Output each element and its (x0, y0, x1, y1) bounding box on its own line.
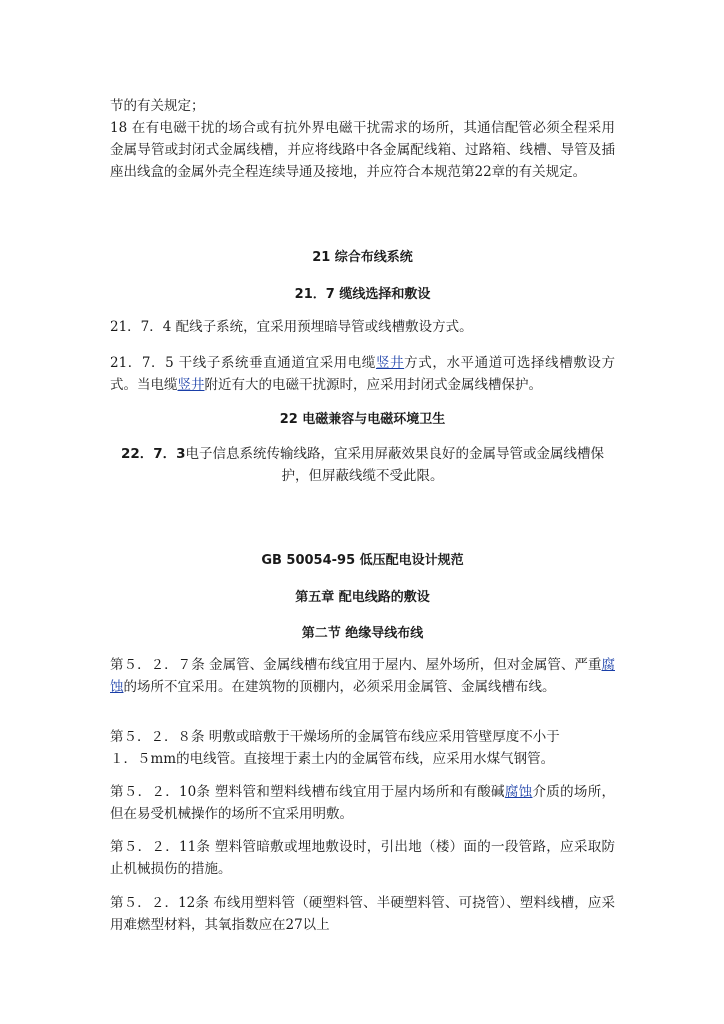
shaft-link-1[interactable]: 竖井 (375, 355, 405, 371)
clause-18-number: 18 (110, 120, 132, 136)
chapter-5-title: 第五章 配电线路的敷设 (295, 590, 430, 605)
section-22-title: 22 电磁兼容与电磁环境卫生 (279, 412, 446, 427)
clause-21-7-4: 21．7．4 配线子系统，宜采用预埋暗导管或线槽敷设方式。 (110, 319, 473, 335)
gb-standard-title: GB 50054-95 低压配电设计规范 (261, 553, 464, 568)
section-21-title: 21 综合布线系统 (312, 250, 413, 265)
clause-5-2-8-line1: 第５．２．８条 明敷或暗敷于干燥场所的金属管布线应采用管壁厚度不小于 (110, 729, 560, 745)
clause-5-2-10-part2: 介质的场所，但在易受机械操作的场所不宜采用明敷。 (110, 784, 616, 822)
clause-5-2-8 (110, 726, 615, 770)
clause-5-2-8-line2: １．５mm的电线管。直接埋于素土内的金属管布线，应采用水煤气钢管。 (110, 751, 555, 767)
clause-22-7-3-text: 电子信息系统传输线路，宜采用屏蔽效果良好的金属导管或金属线槽保护，但屏蔽线缆不受此限。 (185, 446, 605, 484)
section-2-title: 第二节 绝缘导线布线 (301, 626, 424, 641)
clause-5-2-10-part1: 第５．２．10条 塑料管和塑料线槽布线宜用于屋内场所和有酸碱 (110, 784, 505, 800)
clause-5-2-7-part1: 第５．２．７条 金属管、金属线槽布线宜用于屋内、屋外场所，但对金属管、严重 (110, 657, 602, 673)
corrosion-link-1[interactable]: 腐蚀 (110, 657, 615, 695)
clause-5-2-10 (110, 781, 615, 825)
clause-18-text: 在有电磁干扰的场合或有抗外界电磁干扰需求的场所，其通信配管必须全程采用金属导管或封闭式金属线槽，并应将线路中各金属配线箱、过路箱、线槽、导管及插座出线盒的金属外壳全程连续导通及接地，并应符合本规范第22章的有关规定。 (110, 120, 615, 180)
section-21-7-title: 21．7 缆线选择和敷设 (294, 287, 431, 302)
clause-5-2-11: 第５．２．11条 塑料管暗敷或埋地敷设时，引出地（楼）面的一段管路，应采取防止机械损伤的措施。 (110, 839, 615, 877)
clause-21-7-5-part2: 方式，水平通道可选择线槽敷设方式。当电缆 (110, 355, 616, 393)
clause-5-2-12: 第５．２．12条 布线用塑料管（硬塑料管、半硬塑料管、可挠管）、塑料线槽，应采用难燃型材料，其氧指数应在27以上 (110, 895, 615, 933)
clause-5-2-7 (110, 654, 615, 698)
clause-22-7-3-number: 22．7．3 (120, 446, 186, 462)
corrosion-link-2[interactable]: 腐蚀 (504, 784, 533, 800)
clause-21-7-5 (110, 352, 615, 396)
clause-5-2-7-part2: 的场所不宜采用。在建筑物的顶棚内，必须采用金属管、金属线槽布线。 (123, 679, 556, 695)
continuation-line: 节的有关规定； (110, 98, 205, 114)
clause-22-7-3 (110, 443, 615, 487)
clause-18 (110, 117, 615, 183)
clause-21-7-5-part3: 附近有大的电磁干扰源时，应采用封闭式金属线槽保护。 (204, 377, 542, 393)
shaft-link-2[interactable]: 竖井 (177, 377, 205, 393)
clause-21-7-5-part1: 21．7．5 干线子系统垂直通道宜采用电缆 (110, 355, 376, 371)
top-text-block (110, 95, 615, 183)
